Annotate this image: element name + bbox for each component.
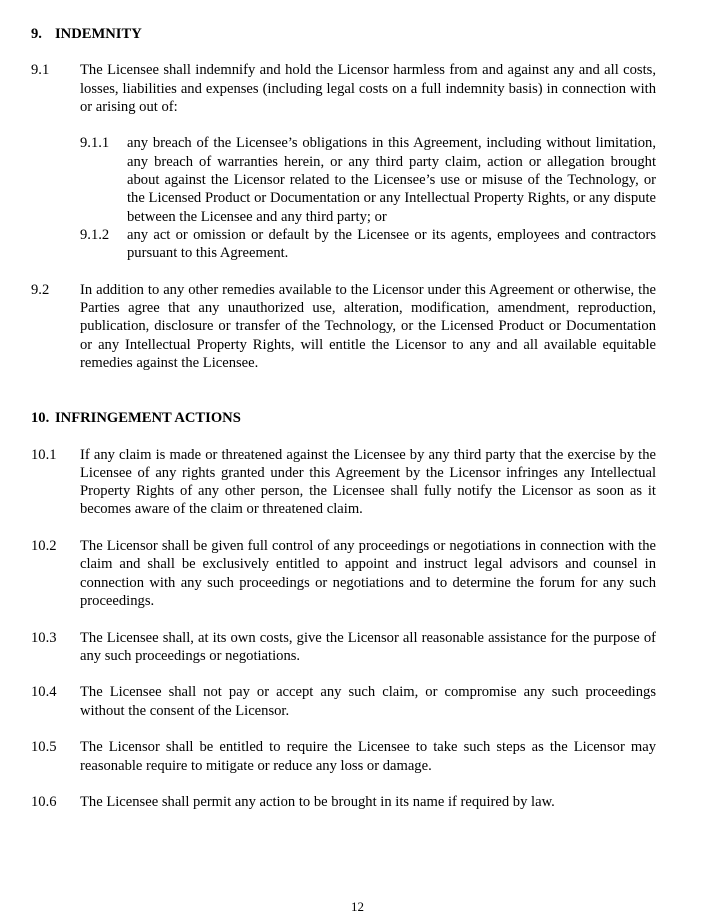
clause-number: 10.5 [31, 739, 57, 756]
clause-number: 10.3 [31, 629, 57, 646]
document-page [31, 23, 656, 811]
clause-text: The Licensor shall be given full control of any proceedings or negotiations in connection with the claim and shall be exclusively entitled to appoint and instruct legal advisors and counsel in connection with any such proceedings or negotiations and to determine the forum for any such proceedings. [80, 538, 656, 609]
clause-10-3 [31, 629, 656, 666]
clause-text: If any claim is made or threatened against the Licensee by any third party that the exercise by the Licensee of any rights granted under this Agreement by the Licensor infringes any Intellectual Property Rights of any other person, the Licensee shall fully notify the Licensor as soon as it becomes aware of the claim or threatened claim. [80, 446, 656, 518]
subclause-9-1-2 [31, 226, 656, 263]
subclause-number: 9.1.2 [80, 226, 110, 243]
clause-10-1 [31, 446, 656, 519]
clause-number: 10.4 [31, 684, 57, 701]
clause-text: The Licensee shall, at its own costs, give the Licensor all reasonable assistance for the purpose of any such proceedings or negotiations. [80, 629, 656, 664]
subclause-text: any act or omission or default by the Licensee or its agents, employees and contractors pursuant to this Agreement. [127, 226, 656, 262]
subclause-text: any breach of the Licensee’s obligations in this Agreement, including without limitation, any breach of warranties herein, or any third party claim, action or allegation brought about against the Licensor related to the Licensee’s use or misuse of the Technology, or the Licensed Product or Documentation or any Intellectual Property Rights, or any dispute between the Licensee and any third party; or [127, 135, 656, 225]
section-number: 9. [31, 26, 42, 42]
clause-10-2 [31, 537, 656, 610]
clause-9-1 [31, 61, 656, 116]
clause-text: In addition to any other remedies available to the Licensor under this Agreement or otherwise, the Parties agree that any unauthorized use, alteration, modification, amendment, reproduction, publication, disclosure or transfer of the Technology, or the Licensed Product or Documentation or any Intellectual Property Rights, will entitle the Licensor to any and all available equitable remedies against the Licensee. [80, 281, 656, 372]
clause-text: The Licensee shall permit any action to be brought in its name if required by law. [80, 794, 555, 811]
section-title: INDEMNITY [55, 26, 142, 42]
clause-number: 10.2 [31, 538, 57, 555]
clause-10-6 [31, 793, 656, 811]
section-heading-infringement-actions [31, 409, 656, 427]
clause-number: 9.1 [31, 62, 50, 79]
clause-text: The Licensor shall be entitled to require the Licensee to take such steps as the Licensor may reasonable require to mitigate or reduce any loss or damage. [80, 739, 656, 774]
subclause-9-1-1 [31, 134, 656, 225]
clause-text: The Licensee shall indemnify and hold the Licensor harmless from and against any and all costs, losses, liabilities and expenses (including legal costs on a full indemnity basis) in connection with or arising out of: [80, 62, 656, 115]
clause-9-2 [31, 281, 656, 372]
subclause-number: 9.1.1 [80, 135, 110, 152]
clause-number: 9.2 [31, 281, 50, 298]
section-number: 10. [31, 409, 50, 426]
clause-text: The Licensee shall not pay or accept any such claim, or compromise any such proceedings without the consent of the Licensor. [80, 684, 656, 719]
clause-number: 10.6 [31, 794, 57, 811]
section-heading-indemnity [31, 25, 656, 43]
clause-number: 10.1 [31, 446, 57, 463]
clause-10-4 [31, 683, 656, 720]
clause-10-5 [31, 738, 656, 775]
page-number: 12 [351, 899, 364, 914]
section-title: INFRINGEMENT ACTIONS [55, 409, 241, 426]
